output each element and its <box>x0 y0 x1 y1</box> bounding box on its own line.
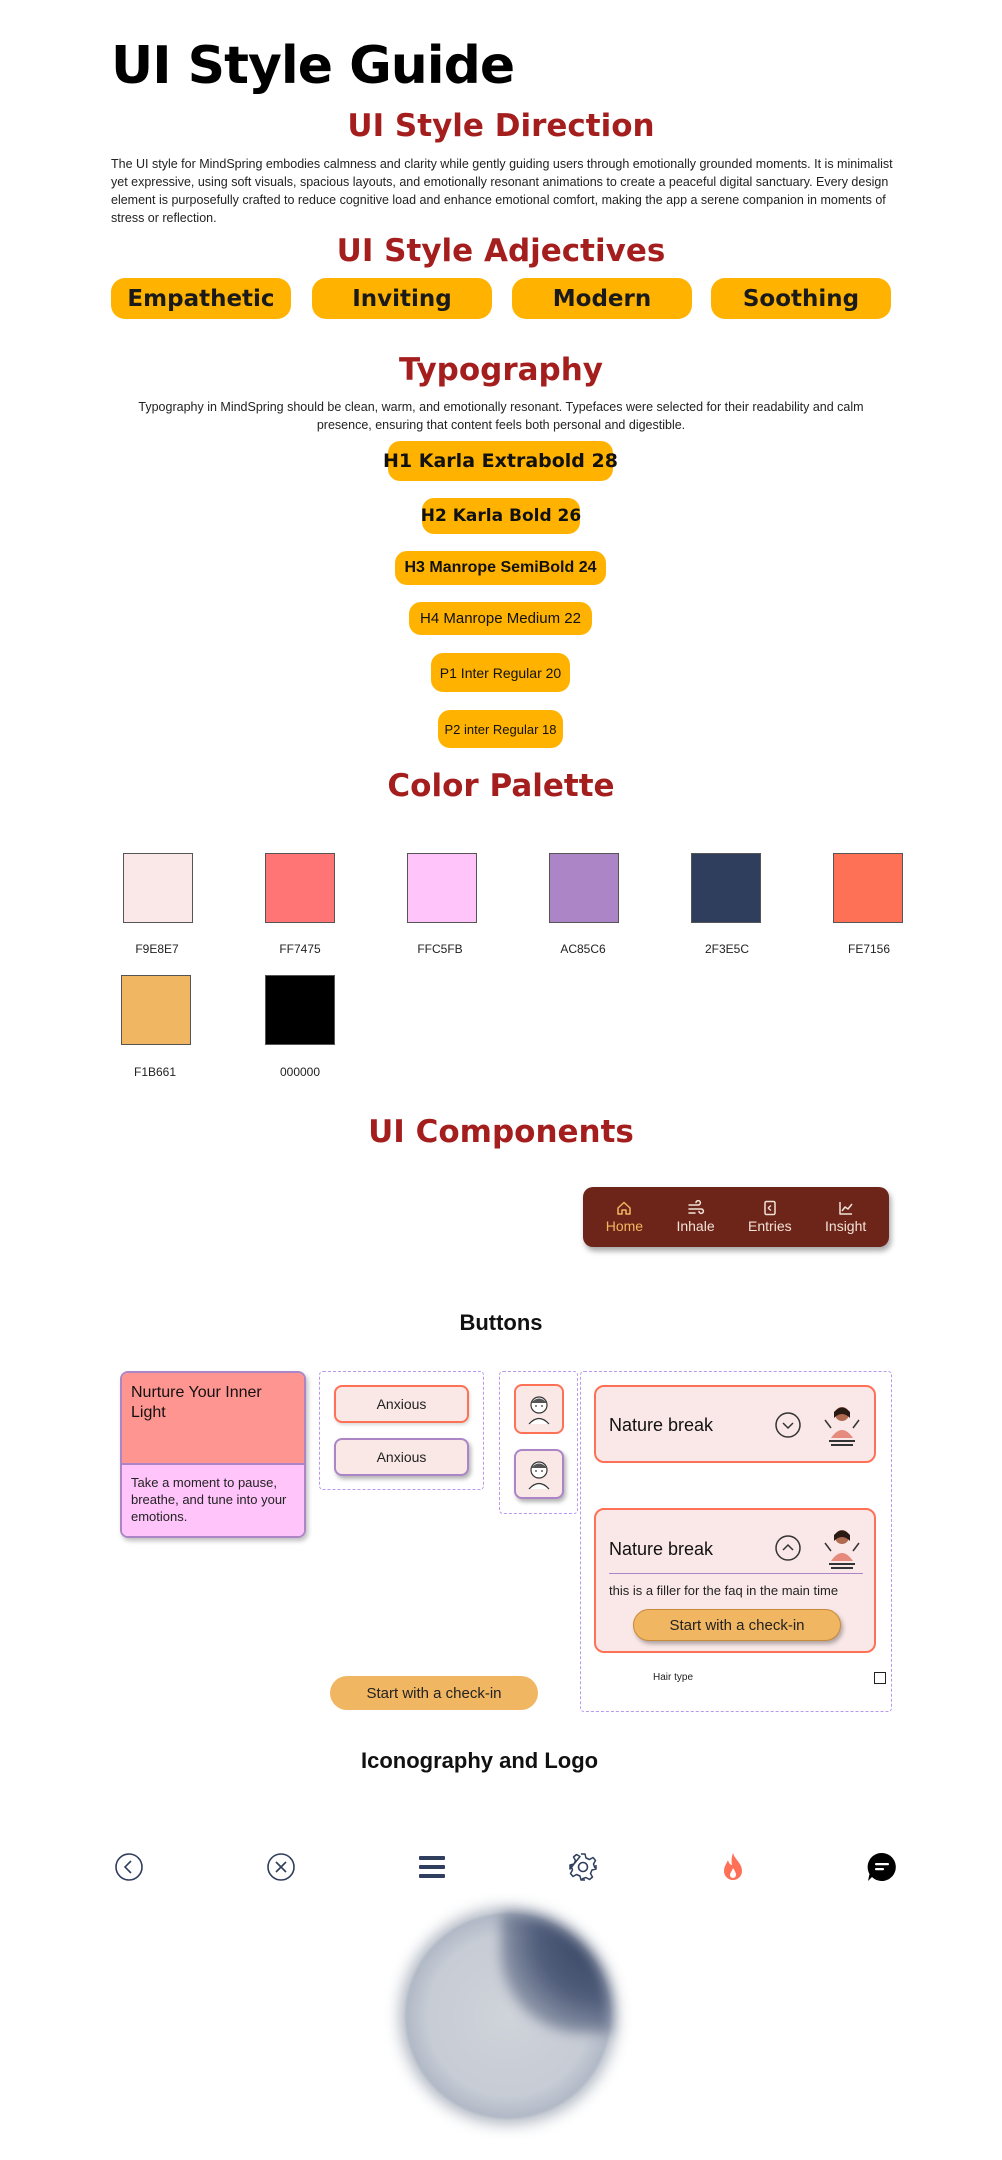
direction-body: The UI style for MindSpring embodies calmness and clarity while gently guiding users through emotionally grounded moments. It is minimalist yet expressive, using soft visuals, spacious layouts, and emotionally resonant animations to create a peaceful digital sanctuary. Every design element is purposefully crafted to reduce cognitive load and enhance emotional comfort, making the app a serene companion in moments of stress or reflection. <box>111 157 893 225</box>
gear-icon[interactable] <box>568 1852 598 1882</box>
adjective-pill: Soothing <box>711 278 891 319</box>
back-icon[interactable] <box>114 1852 144 1882</box>
type-sample-p2: P2 inter Regular 18 <box>438 710 563 748</box>
color-hex-label: FFC5FB <box>417 942 463 956</box>
nav-label: Home <box>605 1218 644 1234</box>
color-hex-label: F1B661 <box>133 1065 177 1079</box>
card-title: Nurture Your Inner Light <box>122 1373 304 1465</box>
nav-label: Insight <box>825 1218 867 1234</box>
checkbox[interactable] <box>874 1672 886 1684</box>
page-title: UI Style Guide <box>111 36 515 96</box>
chevron-up-icon[interactable] <box>774 1534 802 1562</box>
checkbox-label: Hair type <box>653 1672 694 1683</box>
logo-orb <box>405 1913 611 2119</box>
nurture-card[interactable] <box>120 1371 306 1538</box>
mood-button-selected[interactable]: Anxious <box>334 1438 469 1476</box>
logo-orb-shade <box>501 1913 611 2033</box>
avatar-illustration-icon <box>516 1451 562 1497</box>
type-sample-h1: H1 Karla Extrabold 28 <box>388 441 613 481</box>
menu-icon[interactable] <box>417 1852 447 1882</box>
adjective-pill: Inviting <box>312 278 492 319</box>
type-sample-h3: H3 Manrope SemiBold 24 <box>395 551 606 585</box>
meditating-figure-icon <box>821 1400 863 1452</box>
color-swatch <box>265 853 335 923</box>
type-sample-h4: H4 Manrope Medium 22 <box>409 602 592 635</box>
color-hex-label: 2F3E5C <box>704 942 750 956</box>
adjectives-title: UI Style Adjectives <box>336 233 666 269</box>
avatar-button[interactable] <box>514 1384 564 1434</box>
flame-icon[interactable] <box>718 1851 748 1883</box>
nav-item-entries[interactable] <box>748 1200 792 1234</box>
home-icon <box>616 1200 632 1216</box>
color-swatch <box>691 853 761 923</box>
nav-label: Entries <box>748 1218 792 1234</box>
direction-title: UI Style Direction <box>347 108 655 144</box>
close-icon[interactable] <box>266 1852 296 1882</box>
meditating-figure-icon <box>821 1523 863 1575</box>
color-swatch <box>265 975 335 1045</box>
palette-title: Color Palette <box>387 768 615 804</box>
chevron-down-icon[interactable] <box>774 1411 802 1439</box>
avatar-illustration-icon <box>516 1386 562 1432</box>
chat-icon[interactable] <box>866 1851 898 1883</box>
faq-body: this is a filler for the faq in the main time <box>609 1583 839 1598</box>
typography-title: Typography <box>398 352 604 388</box>
typography-body: Typography in MindSpring should be clean, warm, and emotionally resonant. Typefaces were selected for their readability and calm presence, ensuring that content feels both personal and digestible. <box>138 400 864 432</box>
checkin-button[interactable]: Start with a check-in <box>633 1609 841 1641</box>
color-swatch <box>549 853 619 923</box>
wind-icon <box>687 1200 705 1216</box>
adjective-pill: Empathetic <box>111 278 291 319</box>
journal-icon <box>763 1200 777 1216</box>
nav-item-home[interactable] <box>606 1200 643 1234</box>
mood-button[interactable]: Anxious <box>334 1385 469 1423</box>
faq-divider <box>609 1573 863 1574</box>
card-body: Take a moment to pause, breathe, and tune into your emotions. <box>122 1465 304 1538</box>
adjective-pill: Modern <box>512 278 692 319</box>
chart-icon <box>838 1200 854 1216</box>
bottom-nav-bar <box>583 1187 889 1247</box>
nav-label: Inhale <box>676 1218 715 1234</box>
faq-title: Nature break <box>609 1415 714 1435</box>
faq-card-collapsed[interactable] <box>594 1385 876 1463</box>
checkin-button-standalone[interactable]: Start with a check-in <box>330 1676 538 1710</box>
color-hex-label: F9E8E7 <box>135 942 179 956</box>
color-swatch-item <box>123 853 193 923</box>
color-hex-label: 000000 <box>279 1065 321 1079</box>
avatar-button-selected[interactable] <box>514 1449 564 1499</box>
color-swatch <box>123 853 193 923</box>
iconography-title: Iconography and Logo <box>361 1748 599 1773</box>
faq-title: Nature break <box>609 1539 714 1559</box>
type-sample-h2: H2 Karla Bold 26 <box>422 498 580 534</box>
color-swatch <box>407 853 477 923</box>
color-hex-label: AC85C6 <box>560 942 606 956</box>
faq-card-expanded[interactable] <box>594 1508 876 1653</box>
nav-item-inhale[interactable] <box>676 1200 714 1234</box>
buttons-title: Buttons <box>459 1310 543 1335</box>
components-title: UI Components <box>368 1114 634 1150</box>
type-sample-p1: P1 Inter Regular 20 <box>431 653 570 692</box>
nav-item-insight[interactable] <box>825 1200 866 1234</box>
color-hex-label: FF7475 <box>279 942 321 956</box>
color-swatch <box>121 975 191 1045</box>
color-hex-label: FE7156 <box>847 942 891 956</box>
color-swatch <box>833 853 903 923</box>
